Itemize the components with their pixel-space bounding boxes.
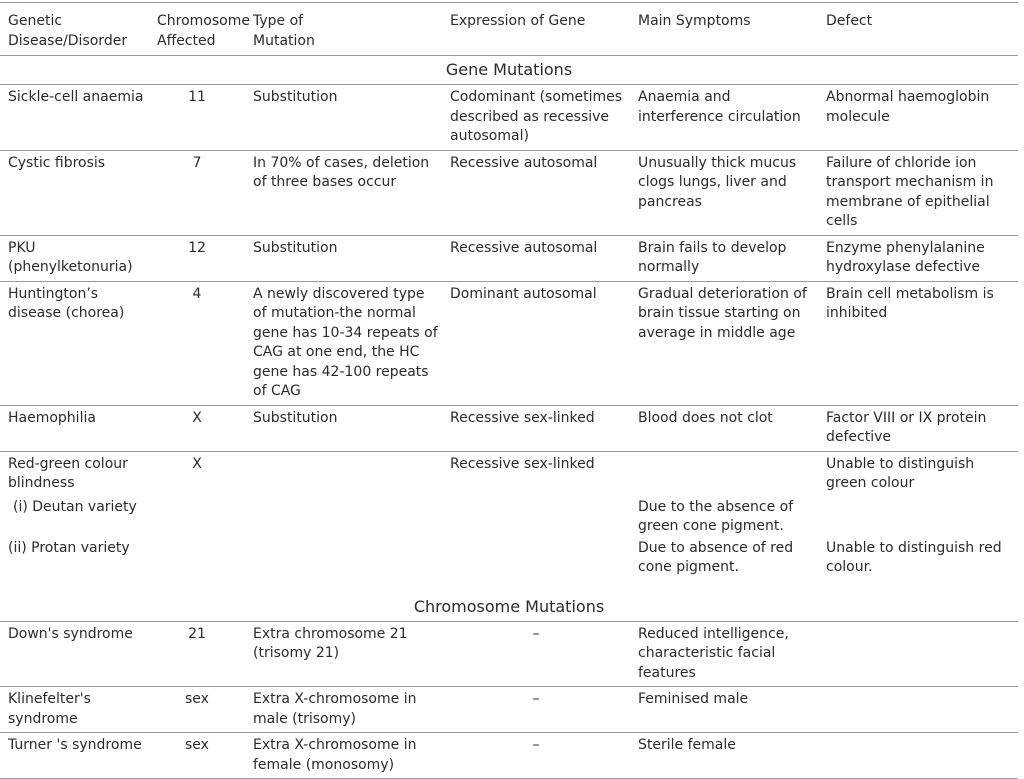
cell-mutation: Substitution bbox=[253, 409, 338, 426]
table-row bbox=[0, 621, 1018, 687]
cell-mutation bbox=[245, 538, 442, 579]
cell-mutation bbox=[245, 451, 442, 497]
cell-expression: Dominant autosomal bbox=[450, 285, 597, 302]
cell-expression: Recessive sex-linked bbox=[450, 455, 595, 472]
cell-defect: Brain cell metabolism is inhibited bbox=[826, 285, 994, 321]
table-header-row bbox=[0, 3, 1018, 56]
cell-expression: Codominant (sometimes described as recessive autosomal) bbox=[450, 89, 623, 144]
cell-expression: Recessive autosomal bbox=[450, 154, 598, 171]
header-mutation: Type of Mutation bbox=[253, 13, 315, 49]
cell-chromosome: sex bbox=[185, 691, 209, 707]
header-expression: Expression of Gene bbox=[450, 13, 586, 29]
table-row bbox=[0, 451, 1018, 497]
cell-defect bbox=[818, 687, 1018, 733]
section-title: Gene Mutations bbox=[445, 60, 573, 79]
cell-chromosome: 21 bbox=[188, 625, 206, 642]
cell-chromosome: 7 bbox=[192, 154, 202, 171]
cell-expression: – bbox=[532, 691, 540, 707]
section-gene-mutations bbox=[0, 56, 1018, 85]
cell-symptoms: Due to absence of red cone pigment. bbox=[638, 539, 794, 575]
cell-symptoms: Gradual deterioration of brain tissue starting on average in middle age bbox=[638, 285, 807, 341]
header-defect: Defect bbox=[826, 13, 873, 29]
cell-disease: Klinefelter's syndrome bbox=[8, 691, 91, 727]
cell-defect: Enzyme phenylalanine hydroxylase defective bbox=[826, 239, 985, 275]
table-row bbox=[0, 538, 1018, 579]
cell-mutation: A newly discovered type of mutation-the normal gene has 10-34 repeats of CAG at one end, the HC gene has 42-100 repeats of CAG bbox=[253, 285, 438, 399]
header-symptoms: Main Symptoms bbox=[638, 13, 751, 29]
cell-symptoms: Anaemia and interference circulation bbox=[638, 89, 801, 125]
section-chromosome-mutations bbox=[0, 579, 1018, 622]
cell-disease: (i) Deutan variety bbox=[13, 498, 137, 515]
cell-mutation: Extra X-chromosome in male (trisomy) bbox=[253, 691, 417, 727]
cell-expression: Recessive autosomal bbox=[450, 239, 598, 256]
cell-symptoms: Brain fails to develop normally bbox=[638, 239, 787, 275]
table-row bbox=[0, 733, 1018, 779]
cell-disease: Haemophilia bbox=[8, 409, 96, 426]
cell-symptoms bbox=[630, 451, 818, 497]
cell-defect: Abnormal haemoglobin molecule bbox=[826, 89, 990, 125]
cell-mutation: Extra X-chromosome in female (monosomy) bbox=[253, 737, 417, 773]
table-row bbox=[0, 235, 1018, 281]
cell-chromosome: 12 bbox=[188, 239, 206, 256]
cell-defect bbox=[818, 733, 1018, 779]
header-disease: Genetic Disease/Disorder bbox=[8, 13, 128, 49]
cell-disease: (ii) Protan variety bbox=[8, 539, 130, 556]
cell-expression bbox=[442, 538, 630, 579]
cell-chromosome: sex bbox=[185, 737, 209, 753]
cell-symptoms: Blood does not clot bbox=[638, 409, 773, 426]
cell-chromosome bbox=[149, 497, 245, 538]
section-title: Chromosome Mutations bbox=[413, 596, 605, 616]
cell-expression: – bbox=[532, 737, 540, 753]
cell-symptoms: Due to the absence of green cone pigment. bbox=[638, 498, 794, 534]
cell-defect: Factor VIII or IX protein defective bbox=[826, 409, 987, 445]
cell-chromosome: X bbox=[192, 455, 202, 472]
cell-chromosome bbox=[149, 538, 245, 579]
cell-symptoms: Sterile female bbox=[638, 737, 736, 753]
cell-disease: Sickle-cell anaemia bbox=[8, 89, 144, 105]
table-row bbox=[0, 687, 1018, 733]
cell-disease: Cystic fibrosis bbox=[8, 154, 106, 171]
table-row bbox=[0, 150, 1018, 235]
cell-mutation: Extra chromosome 21 (trisomy 21) bbox=[253, 625, 408, 661]
cell-defect: Unable to distinguish green colour bbox=[826, 455, 975, 491]
cell-disease: Down's syndrome bbox=[8, 625, 133, 642]
cell-mutation: Substitution bbox=[253, 239, 338, 256]
cell-defect: Unable to distinguish red colour. bbox=[826, 539, 1002, 575]
cell-symptoms: Unusually thick mucus clogs lungs, liver and pancreas bbox=[638, 154, 797, 210]
cell-expression: – bbox=[532, 625, 540, 642]
cell-expression bbox=[442, 497, 630, 538]
cell-disease: Turner 's syndrome bbox=[8, 737, 142, 753]
cell-chromosome: 11 bbox=[188, 89, 206, 105]
cell-symptoms: Reduced intelligence, characteristic facial features bbox=[638, 625, 789, 681]
genetic-disorders-table bbox=[0, 2, 1018, 779]
cell-disease: Huntington’s disease (chorea) bbox=[8, 285, 125, 321]
cell-chromosome: X bbox=[192, 409, 202, 426]
cell-defect: Failure of chloride ion transport mechanism in membrane of epithelial cells bbox=[826, 154, 994, 229]
cell-disease: PKU (phenylketonuria) bbox=[8, 239, 133, 275]
cell-defect bbox=[818, 621, 1018, 687]
cell-disease: Red-green colour blindness bbox=[8, 455, 128, 491]
cell-defect bbox=[818, 497, 1018, 538]
cell-mutation: Substitution bbox=[253, 89, 338, 105]
table-row bbox=[0, 85, 1018, 151]
cell-mutation: In 70% of cases, deletion of three bases occur bbox=[253, 154, 430, 190]
cell-expression: Recessive sex-linked bbox=[450, 409, 595, 426]
cell-symptoms: Feminised male bbox=[638, 691, 749, 707]
table-row bbox=[0, 497, 1018, 538]
table-row bbox=[0, 405, 1018, 451]
cell-mutation bbox=[245, 497, 442, 538]
table-row bbox=[0, 281, 1018, 405]
cell-chromosome: 4 bbox=[192, 285, 202, 302]
header-chromosome: Chromosome Affected bbox=[157, 13, 250, 49]
